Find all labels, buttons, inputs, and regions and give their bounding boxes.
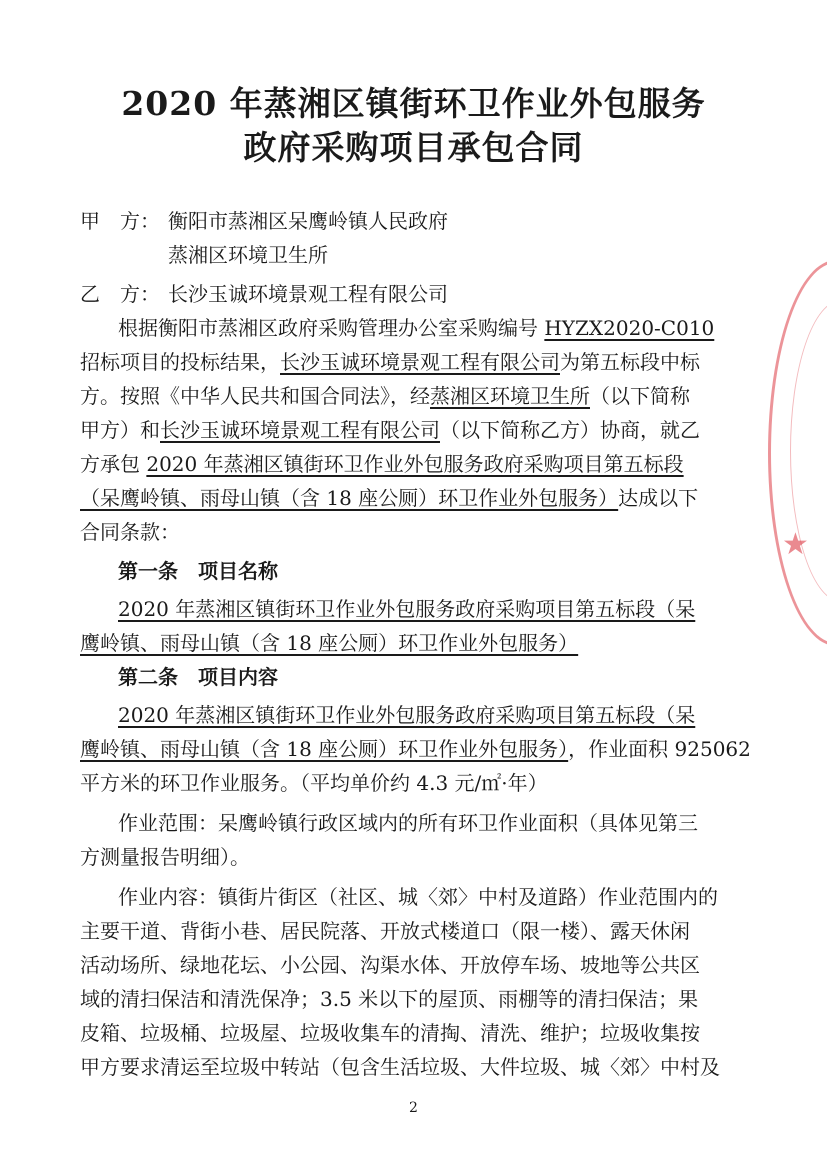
para1-line6 [80,483,827,513]
party-b-label: 乙 方： [80,282,160,306]
para1-text: （以下简称 [590,384,690,408]
article1-text: 鹰岭镇、雨母山镇（含 18 座公厕）环卫作业外包服务） [80,631,579,655]
article1-text: 2020 年蒸湘区镇街环卫作业外包服务政府采购项目第五标段（呆 [118,597,696,621]
article2-text: 2020 年蒸湘区镇街环卫作业外包服务政府采购项目第五标段（呆 [118,703,696,727]
company-name: 长沙玉诚环境景观工程有限公司 [280,350,560,374]
article1-heading: 第一条 项目名称 [118,559,278,583]
para1-text: （以下简称乙方）协商，就乙 [440,418,700,442]
article2-heading: 第二条 项目内容 [118,665,278,689]
doc-title-line2: 政府采购项目承包合同 [243,128,584,167]
article2-text: 鹰岭镇、雨母山镇（含 18 座公厕）环卫作业外包服务） [80,737,569,761]
para1-text: 招标项目的投标结果， [80,350,280,374]
content-line3: 活动场所、绿地花坛、小公园、沟渠水体、开放停车场、坡地等公共区 [80,953,700,977]
scope-line1: 作业范围：呆鹰岭镇行政区域内的所有环卫作业面积（具体见第三 [118,811,698,835]
procurement-code: HYZX2020-C010 [544,316,715,340]
para1-line4 [80,415,827,445]
content-line5: 皮箱、垃圾桶、垃圾屋、垃圾收集车的清掏、清洗、维护；垃圾收集按 [80,1021,700,1045]
para1-line3 [80,381,827,411]
para1-line1 [118,313,827,343]
project-section: （呆鹰岭镇、雨母山镇（含 18 座公厕）环卫作业外包服务） [80,486,619,510]
doc-title-line1: 2020 年蒸湘区镇街环卫作业外包服务 [121,84,706,123]
project-name: 2020 年蒸湘区镇街环卫作业外包服务政府采购项目第五标段 [146,452,684,476]
party-a-name: 衡阳市蒸湘区呆鹰岭镇人民政府 [168,209,448,233]
para1-text: 甲方）和 [80,418,160,442]
para1-text: 根据衡阳市蒸湘区政府采购管理办公室采购编号 [118,316,545,340]
seal-star-icon: ★ [782,527,809,562]
para1-text: 方承包 [80,452,147,476]
para1-text: 方。按照《中华人民共和国合同法》，经 [80,384,430,408]
article2-line1 [118,700,827,730]
content-line2: 主要干道、背街小巷、居民院落、开放式楼道口（限一楼）、露天休闲 [80,919,690,943]
content-line6: 甲方要求清运至垃圾中转站（包含生活垃圾、大件垃圾、城〈郊〉中村及 [80,1055,720,1079]
article1-line1 [118,594,827,624]
page-number: 2 [409,1100,418,1116]
party-b-name: 长沙玉诚环境景观工程有限公司 [168,282,448,306]
content-line4: 域的清扫保洁和清洗保净；3.5 米以下的屋顶、雨棚等的清扫保洁；果 [80,987,699,1011]
party-a-name2: 蒸湘区环境卫生所 [168,243,328,267]
article2-line2 [80,734,827,764]
company-name: 长沙玉诚环境景观工程有限公司 [160,418,440,442]
para1-line5 [80,449,827,479]
para1-text: 为第五标段中标 [560,350,700,374]
article2-line3: 平方米的环卫作业服务。（平均单价约 4.3 元/㎡·年） [80,771,548,795]
para1-line7: 合同条款： [80,520,180,544]
para1-text: 达成以下 [618,486,699,510]
scope-line2: 方测量报告明细）。 [80,845,250,869]
article1-line2 [80,628,827,658]
content-line1: 作业内容：镇街片街区（社区、城〈郊〉中村及道路）作业范围内的 [118,885,718,909]
party-a-label: 甲 方： [80,209,160,233]
para1-line2 [80,347,827,377]
agency-name: 蒸湘区环境卫生所 [430,384,590,408]
work-area: ，作业面积 925062 [568,737,751,761]
